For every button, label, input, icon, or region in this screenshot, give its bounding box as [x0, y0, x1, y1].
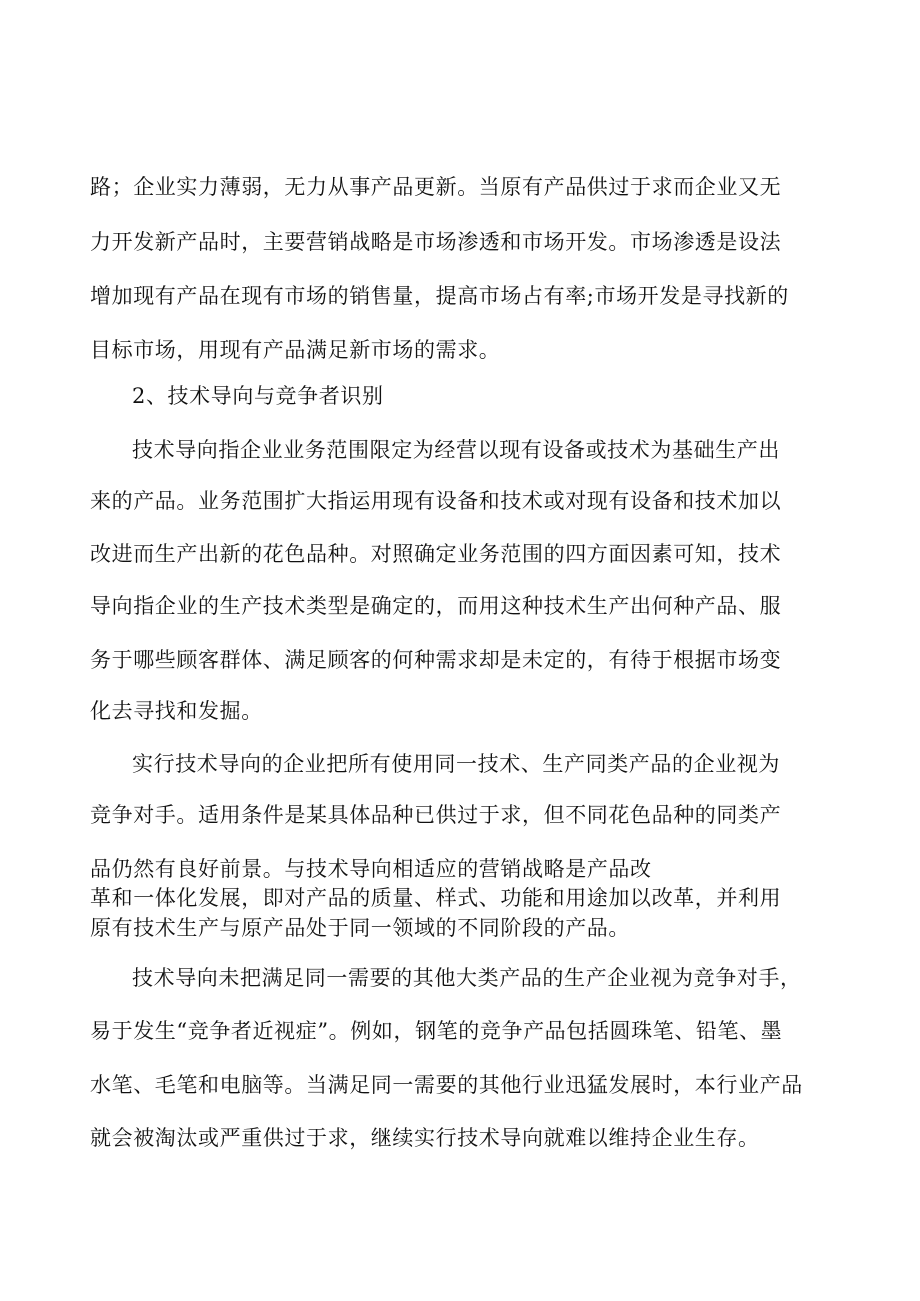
text-line: 就会被淘汰或严重供过于求，继续实行技术导向就难以维持企业生存。 — [90, 1126, 760, 1150]
text-line: 目标市场，用现有产品满足新市场的需求。 — [90, 338, 501, 362]
text-line: 导向指企业的生产技术类型是确定的，而用这种技术生产出何种产品、服 — [90, 594, 782, 618]
text-line: 化去寻找和发掘。 — [90, 699, 263, 723]
text-line: 竞争对手。适用条件是某具体品种已供过于求，但不同花色品种的同类产 — [90, 803, 782, 827]
text-line: 水笔、毛笔和电脑等。当满足同一需要的其他行业迅猛发展时，本行业产品 — [90, 1073, 803, 1097]
text-line: 品仍然有良好前景。与技术导向相适应的营销战略是产品改 — [90, 857, 652, 881]
text-line: 技术导向未把满足同一需要的其他大类产品的生产企业视为竞争对手， — [132, 966, 802, 990]
text-line: 技术导向指企业业务范围限定为经营以现有设备或技术为基础生产出 — [132, 438, 780, 462]
text-line: 原有技术生产与原产品处于同一领域的不同阶段的产品。 — [90, 916, 630, 940]
text-line: 务于哪些顾客群体、满足顾客的何种需求却是未定的，有待于根据市场变 — [90, 648, 782, 672]
text-line: 实行技术导向的企业把所有使用同一技术、生产同类产品的企业视为 — [132, 752, 780, 776]
text-line: 改进而生产出新的花色品种。对照确定业务范围的四方面因素可知，技术 — [90, 542, 782, 566]
text-line: 来的产品。业务范围扩大指运用现有设备和技术或对现有设备和技术加以 — [90, 489, 782, 513]
text-line: 力开发新产品时，主要营销战略是市场渗透和市场开发。市场渗透是设法 — [90, 230, 782, 254]
text-line: 革和一体化发展，即对产品的质量、样式、功能和用途加以改革，并利用 — [90, 886, 782, 910]
text-line: 易于发生“竞争者近视症”。例如，钢笔的竞争产品包括圆珠笔、铅笔、墨 — [90, 1019, 783, 1043]
section-heading: 2、技术导向与竞争者识别 — [132, 384, 384, 408]
text-line: 增加现有产品在现有市场的销售量，提高市场占有率;市场开发是寻找新的 — [90, 284, 789, 308]
text-line: 路；企业实力薄弱，无力从事产品更新。当原有产品供过于求而企业又无 — [90, 175, 782, 199]
